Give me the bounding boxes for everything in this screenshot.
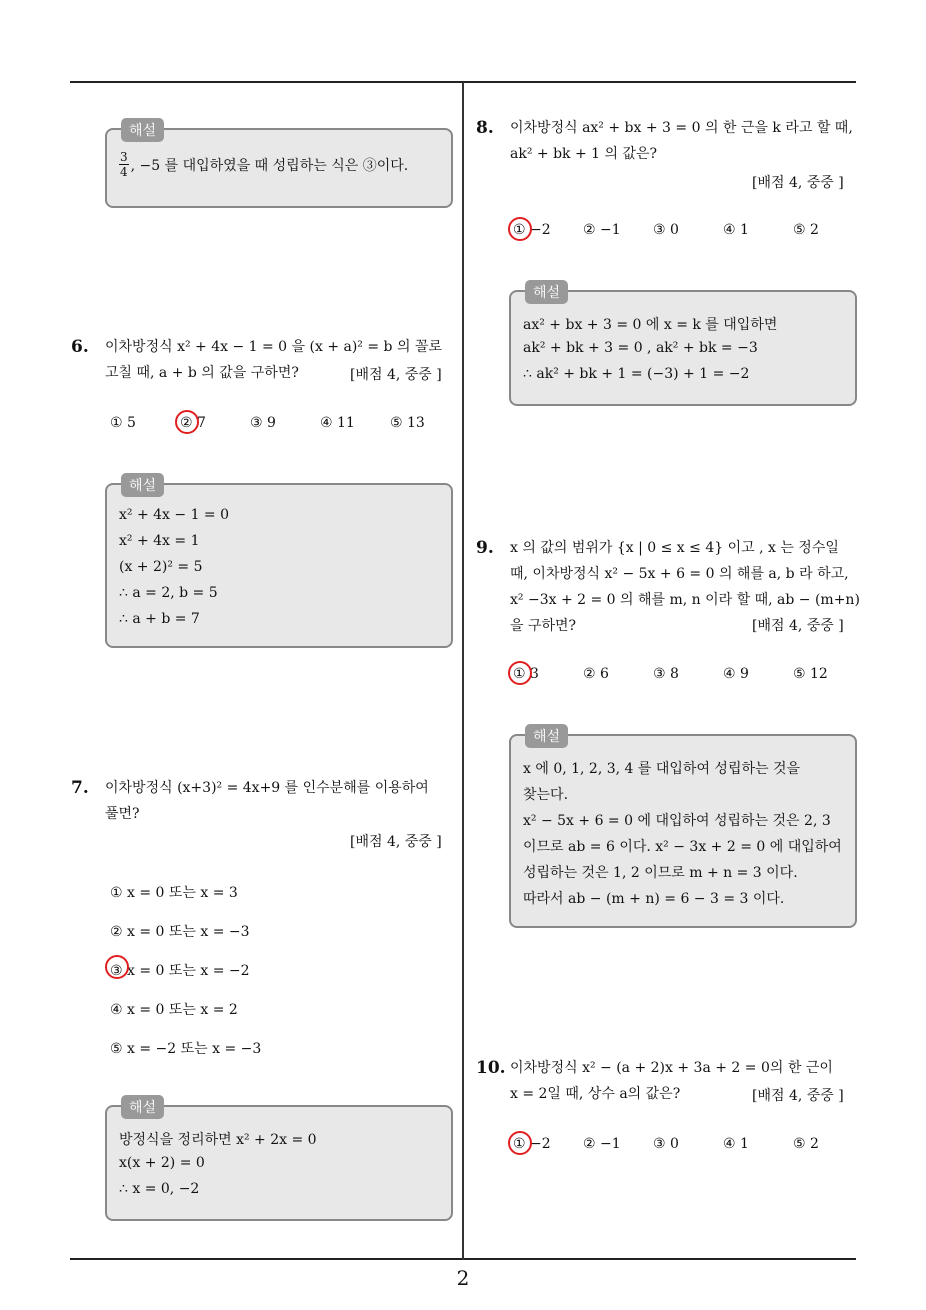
q8-number: 8. <box>476 118 494 138</box>
q8-choice-3[interactable]: ③ 0 <box>653 222 679 238</box>
q8-choice-4[interactable]: ④ 1 <box>723 222 749 238</box>
q6-solution-line-2: x² + 4x = 1 <box>119 533 200 549</box>
q8-text <box>510 115 860 167</box>
q8-choice-1-label: ① −2 <box>513 222 551 238</box>
q8-solution-box <box>509 285 857 406</box>
q6-solution-line-1: x² + 4x − 1 = 0 <box>119 507 230 523</box>
q9-solution-line-6: 따라서 ab − (m + n) = 6 − 3 = 3 이다. <box>523 891 785 907</box>
q7-line1: 이차방정식 (x+3)² = 4x+9 를 인수분해를 이용하여 <box>105 780 429 796</box>
q6-choices <box>110 415 450 435</box>
q9-choice-5[interactable]: ⑤ 12 <box>793 666 828 682</box>
q9-choice-1[interactable] <box>513 666 539 682</box>
q9-solution-box <box>509 729 857 928</box>
q7-solution-line-3: ∴ x = 0, −2 <box>119 1181 200 1197</box>
q7-number: 7. <box>71 778 89 798</box>
q6-choice-3[interactable]: ③ 9 <box>250 415 276 431</box>
q7-choice-3-label: ③ x = 0 또는 x = −2 <box>110 963 250 979</box>
q10-line2: x = 2일 때, 상수 a의 값은? <box>510 1086 681 1102</box>
q10-number: 10. <box>476 1058 506 1078</box>
answer-circle <box>508 661 532 685</box>
q8-solution-line-2: ak² + bk + 3 = 0 , ak² + bk = −3 <box>523 340 758 356</box>
q7-solution-line-2: x(x + 2) = 0 <box>119 1155 205 1171</box>
page-number: 2 <box>456 1266 470 1290</box>
q9-solution-line-5: 성립하는 것은 1, 2 이므로 m + n = 3 이다. <box>523 865 798 881</box>
q9-score: [배점 4, 중중 ] <box>752 618 844 634</box>
q9-line2: 때, 이차방정식 x² − 5x + 6 = 0 의 해를 a, b 라 하고, <box>510 566 849 582</box>
q8-choice-2[interactable]: ② −1 <box>583 222 621 238</box>
answer-circle <box>105 955 129 979</box>
q10-choice-5[interactable]: ⑤ 2 <box>793 1136 819 1152</box>
q8-choice-1[interactable] <box>513 222 551 238</box>
q10-score: [배점 4, 중중 ] <box>752 1088 844 1104</box>
q5-fraction <box>119 150 129 179</box>
q6-solution-box <box>105 478 453 648</box>
q7-choice-4[interactable]: ④ x = 0 또는 x = 2 <box>110 1002 238 1018</box>
q9-number: 9. <box>476 538 494 558</box>
q8-line1: 이차방정식 ax² + bx + 3 = 0 의 한 근을 k 라고 할 때, <box>510 120 853 136</box>
q5-frac-den: 4 <box>120 165 128 179</box>
q5-solution-text: , −5 를 대입하였을 때 성립하는 식은 ③이다. <box>130 157 409 174</box>
q10-choices <box>513 1136 853 1156</box>
q9-solution-tag: 해설 <box>525 724 568 748</box>
q8-choice-5[interactable]: ⑤ 2 <box>793 222 819 238</box>
q10-choice-4[interactable]: ④ 1 <box>723 1136 749 1152</box>
q9-choice-4[interactable]: ④ 9 <box>723 666 749 682</box>
q9-choice-1-label: ① 3 <box>513 666 539 682</box>
q9-choice-2[interactable]: ② 6 <box>583 666 609 682</box>
q7-line2: 풀면? <box>105 806 140 822</box>
q7-text <box>105 775 455 827</box>
q9-solution-line-4: 이므로 ab = 6 이다. x² − 3x + 2 = 0 에 대입하여 <box>523 839 842 855</box>
q8-solution-line-3: ∴ ak² + bk + 1 = (−3) + 1 = −2 <box>523 366 750 382</box>
q9-choices <box>513 666 853 686</box>
q8-line2: ak² + bk + 1 의 값은? <box>510 146 658 162</box>
q6-solution-line-3: (x + 2)² = 5 <box>119 559 203 575</box>
q10-choice-3[interactable]: ③ 0 <box>653 1136 679 1152</box>
q9-choice-3[interactable]: ③ 8 <box>653 666 679 682</box>
q6-solution-tag: 해설 <box>121 473 164 497</box>
q9-line4: 을 구하면? <box>510 618 577 634</box>
q10-choice-1[interactable] <box>513 1136 551 1152</box>
q7-choice-1[interactable]: ① x = 0 또는 x = 3 <box>110 885 238 901</box>
q8-solution-line-1: ax² + bx + 3 = 0 에 x = k 를 대입하면 <box>523 317 778 333</box>
column-divider <box>462 82 464 1260</box>
q5-solution-tag: 해설 <box>121 118 164 142</box>
q7-choice-5[interactable]: ⑤ x = −2 또는 x = −3 <box>110 1041 262 1057</box>
q10-choice-1-label: ① −2 <box>513 1136 551 1152</box>
q6-solution-line-4: ∴ a = 2, b = 5 <box>119 585 218 601</box>
q8-score: [배점 4, 중중 ] <box>752 175 844 191</box>
q8-choices <box>513 222 853 242</box>
q10-choice-2[interactable]: ② −1 <box>583 1136 621 1152</box>
q9-line3: x² −3x + 2 = 0 의 해를 m, n 이라 할 때, ab − (m+n) <box>510 592 860 608</box>
q6-number: 6. <box>71 337 89 357</box>
q7-choice-2[interactable]: ② x = 0 또는 x = −3 <box>110 924 250 940</box>
q10-line1: 이차방정식 x² − (a + 2)x + 3a + 2 = 0의 한 근이 <box>510 1060 833 1076</box>
q7-choices <box>110 882 410 1062</box>
q8-solution-tag: 해설 <box>525 280 568 304</box>
q9-solution-line-2: 찾는다. <box>523 787 569 803</box>
answer-circle <box>175 410 199 434</box>
answer-circle <box>508 1131 532 1155</box>
q6-choice-1[interactable]: ① 5 <box>110 415 136 431</box>
q5-solution-box <box>105 123 453 208</box>
q9-solution-line-1: x 에 0, 1, 2, 3, 4 를 대입하여 성립하는 것을 <box>523 761 801 777</box>
q6-choice-4[interactable]: ④ 11 <box>320 415 355 431</box>
q6-solution-line-5: ∴ a + b = 7 <box>119 611 200 627</box>
q6-choice-2-label: ② 7 <box>180 415 206 431</box>
q5-frac-num: 3 <box>120 150 128 164</box>
q6-choice-2[interactable] <box>180 415 206 431</box>
q7-score: [배점 4, 중중 ] <box>350 834 442 850</box>
q6-score: [배점 4, 중중 ] <box>350 367 442 383</box>
q6-line2: 고칠 때, a + b 의 값을 구하면? <box>105 365 299 381</box>
q7-choice-3[interactable] <box>110 960 250 980</box>
q7-solution-box <box>105 1100 453 1221</box>
q6-choice-5[interactable]: ⑤ 13 <box>390 415 425 431</box>
q5-solution-line <box>119 150 408 179</box>
q9-line1: x 의 값의 범위가 {x | 0 ≤ x ≤ 4} 이고 , x 는 정수일 <box>510 540 839 556</box>
q9-solution-line-3: x² − 5x + 6 = 0 에 대입하여 성립하는 것은 2, 3 <box>523 813 831 829</box>
q7-solution-line-1: 방정식을 정리하면 x² + 2x = 0 <box>119 1132 317 1148</box>
q7-solution-tag: 해설 <box>121 1095 164 1119</box>
q6-line1: 이차방정식 x² + 4x − 1 = 0 을 (x + a)² = b 의 꼴로 <box>105 339 442 355</box>
answer-circle <box>508 217 532 241</box>
